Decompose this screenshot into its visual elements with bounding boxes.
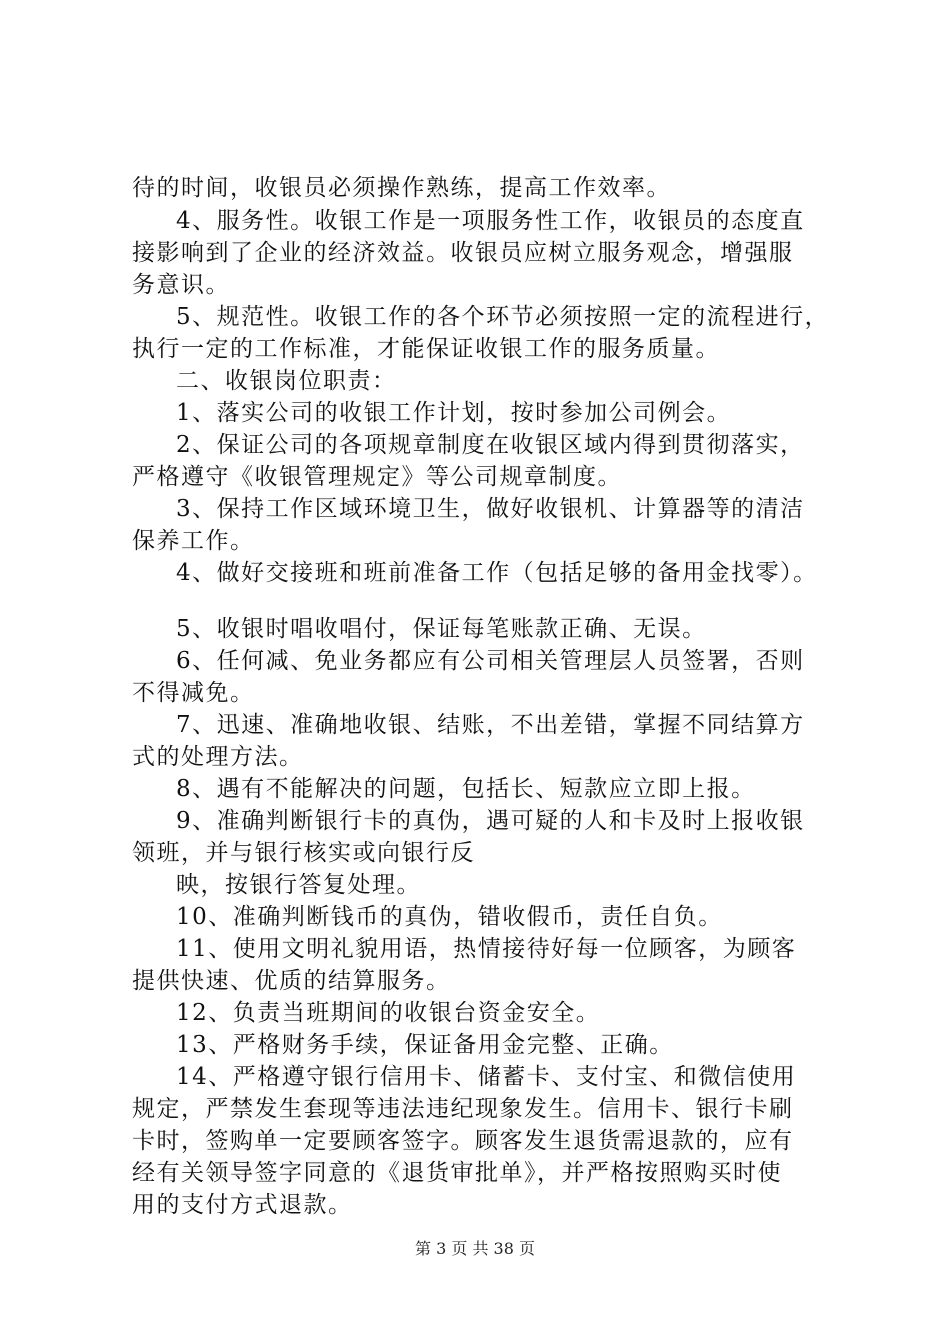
paragraph-line: 13、严格财务手续，保证备用金完整、正确。 [176, 1032, 674, 1058]
paragraph-line: 经有关领导签字同意的《退货审批单》，并严格按照购买时使 [132, 1160, 782, 1186]
paragraph-line: 7、迅速、准确地收银、结账，不出差错，掌握不同结算方 [176, 712, 805, 738]
paragraph-line: 接影响到了企业的经济效益。收银员应树立服务观念，增强服 [132, 240, 794, 266]
paragraph-line: 8、遇有不能解决的问题，包括长、短款应立即上报。 [176, 776, 756, 802]
paragraph-line: 保养工作。 [132, 528, 255, 554]
paragraph-line: 不得减免。 [132, 680, 255, 706]
paragraph-line: 1、落实公司的收银工作计划，按时参加公司例会。 [176, 400, 732, 426]
paragraph-line: 式的处理方法。 [132, 744, 304, 770]
paragraph-line: 3、保持工作区域环境卫生，做好收银机、计算器等的清洁 [176, 496, 805, 522]
page-number-footer: 第 3 页 共 38 页 [415, 1239, 535, 1258]
paragraph-line: 10、准确判断钱币的真伪，错收假币，责任自负。 [176, 904, 723, 930]
paragraph-line: 2、保证公司的各项规章制度在收银区域内得到贯彻落实， [176, 432, 805, 458]
paragraph-line: 9、准确判断银行卡的真伪，遇可疑的人和卡及时上报收银 [176, 808, 805, 834]
paragraph-line: 映，按银行答复处理。 [176, 872, 421, 898]
paragraph-line: 用的支付方式退款。 [132, 1192, 353, 1218]
paragraph-line: 待的时间，收银员必须操作熟练，提高工作效率。 [132, 175, 671, 201]
paragraph-line: 领班，并与银行核实或向银行反 [132, 840, 475, 866]
paragraph-line: 11、使用文明礼貌用语，热情接待好每一位顾客，为顾客 [176, 936, 797, 962]
paragraph-line: 执行一定的工作标准，才能保证收银工作的服务质量。 [132, 336, 720, 362]
paragraph-line: 提供快速、优质的结算服务。 [132, 968, 451, 994]
paragraph-line: 5、规范性。收银工作的各个环节必须按照一定的流程进行， [176, 304, 830, 330]
paragraph-line: 6、任何减、免业务都应有公司相关管理层人员签署，否则 [176, 648, 805, 674]
paragraph-line: 务意识。 [132, 272, 230, 298]
paragraph-line: 12、负责当班期间的收银台资金安全。 [176, 1000, 601, 1026]
paragraph-line: 卡时，签购单一定要顾客签字。顾客发生退货需退款的，应有 [132, 1128, 794, 1154]
paragraph-line: 规定，严禁发生套现等违法违纪现象发生。信用卡、银行卡刷 [132, 1096, 794, 1122]
paragraph-line: 14、严格遵守银行信用卡、储蓄卡、支付宝、和微信使用 [176, 1064, 797, 1090]
section-heading: 二、收银岗位职责： [176, 368, 397, 394]
paragraph-line: 4、做好交接班和班前准备工作（包括足够的备用金找零）。 [176, 560, 818, 586]
paragraph-line: 严格遵守《收银管理规定》等公司规章制度。 [132, 464, 622, 490]
paragraph-line: 4、服务性。收银工作是一项服务性工作，收银员的态度直 [176, 208, 805, 234]
paragraph-line: 5、收银时唱收唱付，保证每笔账款正确、无误。 [176, 616, 707, 642]
